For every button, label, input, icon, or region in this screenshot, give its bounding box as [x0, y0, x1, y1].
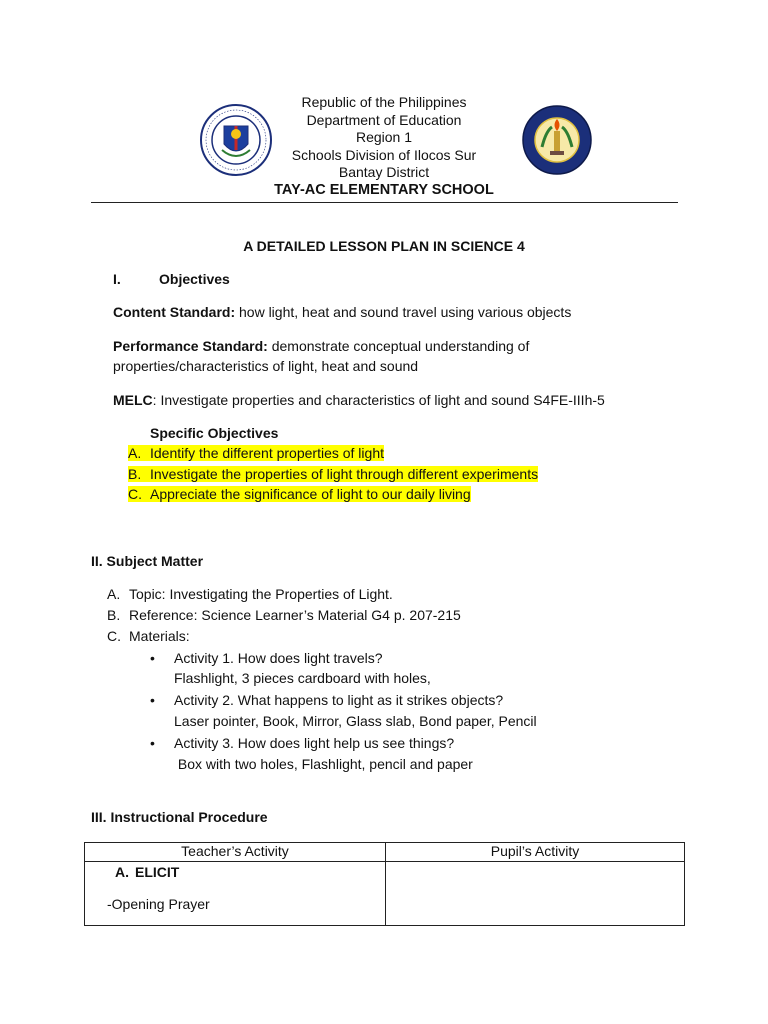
list-item — [128, 466, 538, 482]
activity-materials: Box with two holes, Flashlight, pencil and paper — [174, 756, 473, 772]
section-number: II — [91, 553, 99, 569]
melc-text: : Investigate properties and characteristics of light and sound S4FE-IIIh-5 — [152, 392, 605, 408]
bullet-icon: • — [150, 735, 155, 751]
teacher-activity-header: Teacher’s Activity — [85, 843, 386, 862]
letterhead-line: Region 1 — [355, 129, 413, 146]
list-item — [107, 628, 190, 644]
section-number: I. — [113, 271, 121, 287]
pupil-activity-header: Pupil’s Activity — [386, 843, 685, 862]
activity-title: Activity 2. What happens to light as it strikes objects? — [174, 692, 504, 708]
list-item-text: Identify the different properties of light — [150, 445, 384, 461]
section-heading — [91, 553, 203, 569]
letterhead-line: Bantay District — [338, 164, 430, 181]
procedure-heading: III. Instructional Procedure — [91, 809, 268, 825]
teacher-activity-cell — [85, 862, 386, 926]
activity-materials: Flashlight, 3 pieces cardboard with holes, — [174, 670, 431, 686]
letterhead-line: Schools Division of Ilocos Sur — [291, 146, 477, 163]
list-marker: A. — [128, 445, 150, 461]
list-marker: C. — [107, 628, 121, 644]
school-name: TAY-AC ELEMENTARY SCHOOL — [274, 182, 494, 198]
performance-standard-label: Performance Standard: — [113, 338, 268, 354]
header-divider — [91, 202, 678, 203]
elicit-label — [85, 862, 385, 880]
content-standard-label: Content Standard: — [113, 304, 236, 320]
letterhead-line: Department of Education — [306, 111, 462, 128]
list-item — [128, 486, 471, 502]
letterhead-address — [234, 94, 534, 182]
content-standard-text: how light, heat and sound travel using various objects — [235, 304, 572, 320]
list-marker: A. — [107, 586, 121, 602]
list-item-text: Appreciate the significance of light to our daily living — [150, 486, 471, 502]
document-title: A DETAILED LESSON PLAN IN SCIENCE 4 — [243, 238, 525, 254]
pupil-activity-cell — [386, 862, 685, 926]
performance-standard-text: demonstrate conceptual understanding of — [267, 338, 530, 354]
elicit-text: ELICIT — [135, 864, 180, 880]
performance-standard — [113, 338, 529, 354]
list-item-text: Materials: — [129, 628, 190, 644]
list-item — [107, 607, 461, 623]
list-item-text: Investigate the properties of light through different experiments — [150, 466, 539, 482]
list-marker: C. — [128, 486, 150, 502]
opening-prayer: -Opening Prayer — [107, 896, 210, 912]
melc-label: MELC — [113, 392, 153, 408]
procedure-table — [84, 842, 685, 926]
section-heading-text: . Subject Matter — [98, 553, 204, 569]
letterhead-line: Republic of the Philippines — [301, 94, 467, 110]
table-header-row — [85, 843, 685, 862]
activity-materials: Laser pointer, Book, Mirror, Glass slab, Bond paper, Pencil — [174, 713, 537, 729]
specific-objectives-heading: Specific Objectives — [150, 425, 279, 441]
list-item — [128, 445, 384, 461]
list-item — [107, 586, 393, 602]
list-marker: B. — [107, 607, 121, 623]
bullet-icon: • — [150, 650, 155, 666]
bullet-icon: • — [150, 692, 155, 708]
melc — [113, 392, 605, 408]
elicit-letter: A. — [115, 864, 129, 880]
content-standard — [113, 304, 571, 320]
section-heading: Objectives — [159, 271, 230, 287]
activity-title: Activity 3. How does light help us see things? — [174, 735, 455, 751]
activity-title: Activity 1. How does light travels? — [174, 650, 383, 666]
list-marker: B. — [128, 466, 150, 482]
list-item-text: Reference: Science Learner’s Material G4 p. 207-215 — [129, 607, 461, 623]
list-item-text: Topic: Investigating the Properties of Light. — [129, 586, 393, 602]
performance-standard-continued: properties/characteristics of light, heat and sound — [113, 358, 419, 374]
table-row — [85, 862, 685, 926]
